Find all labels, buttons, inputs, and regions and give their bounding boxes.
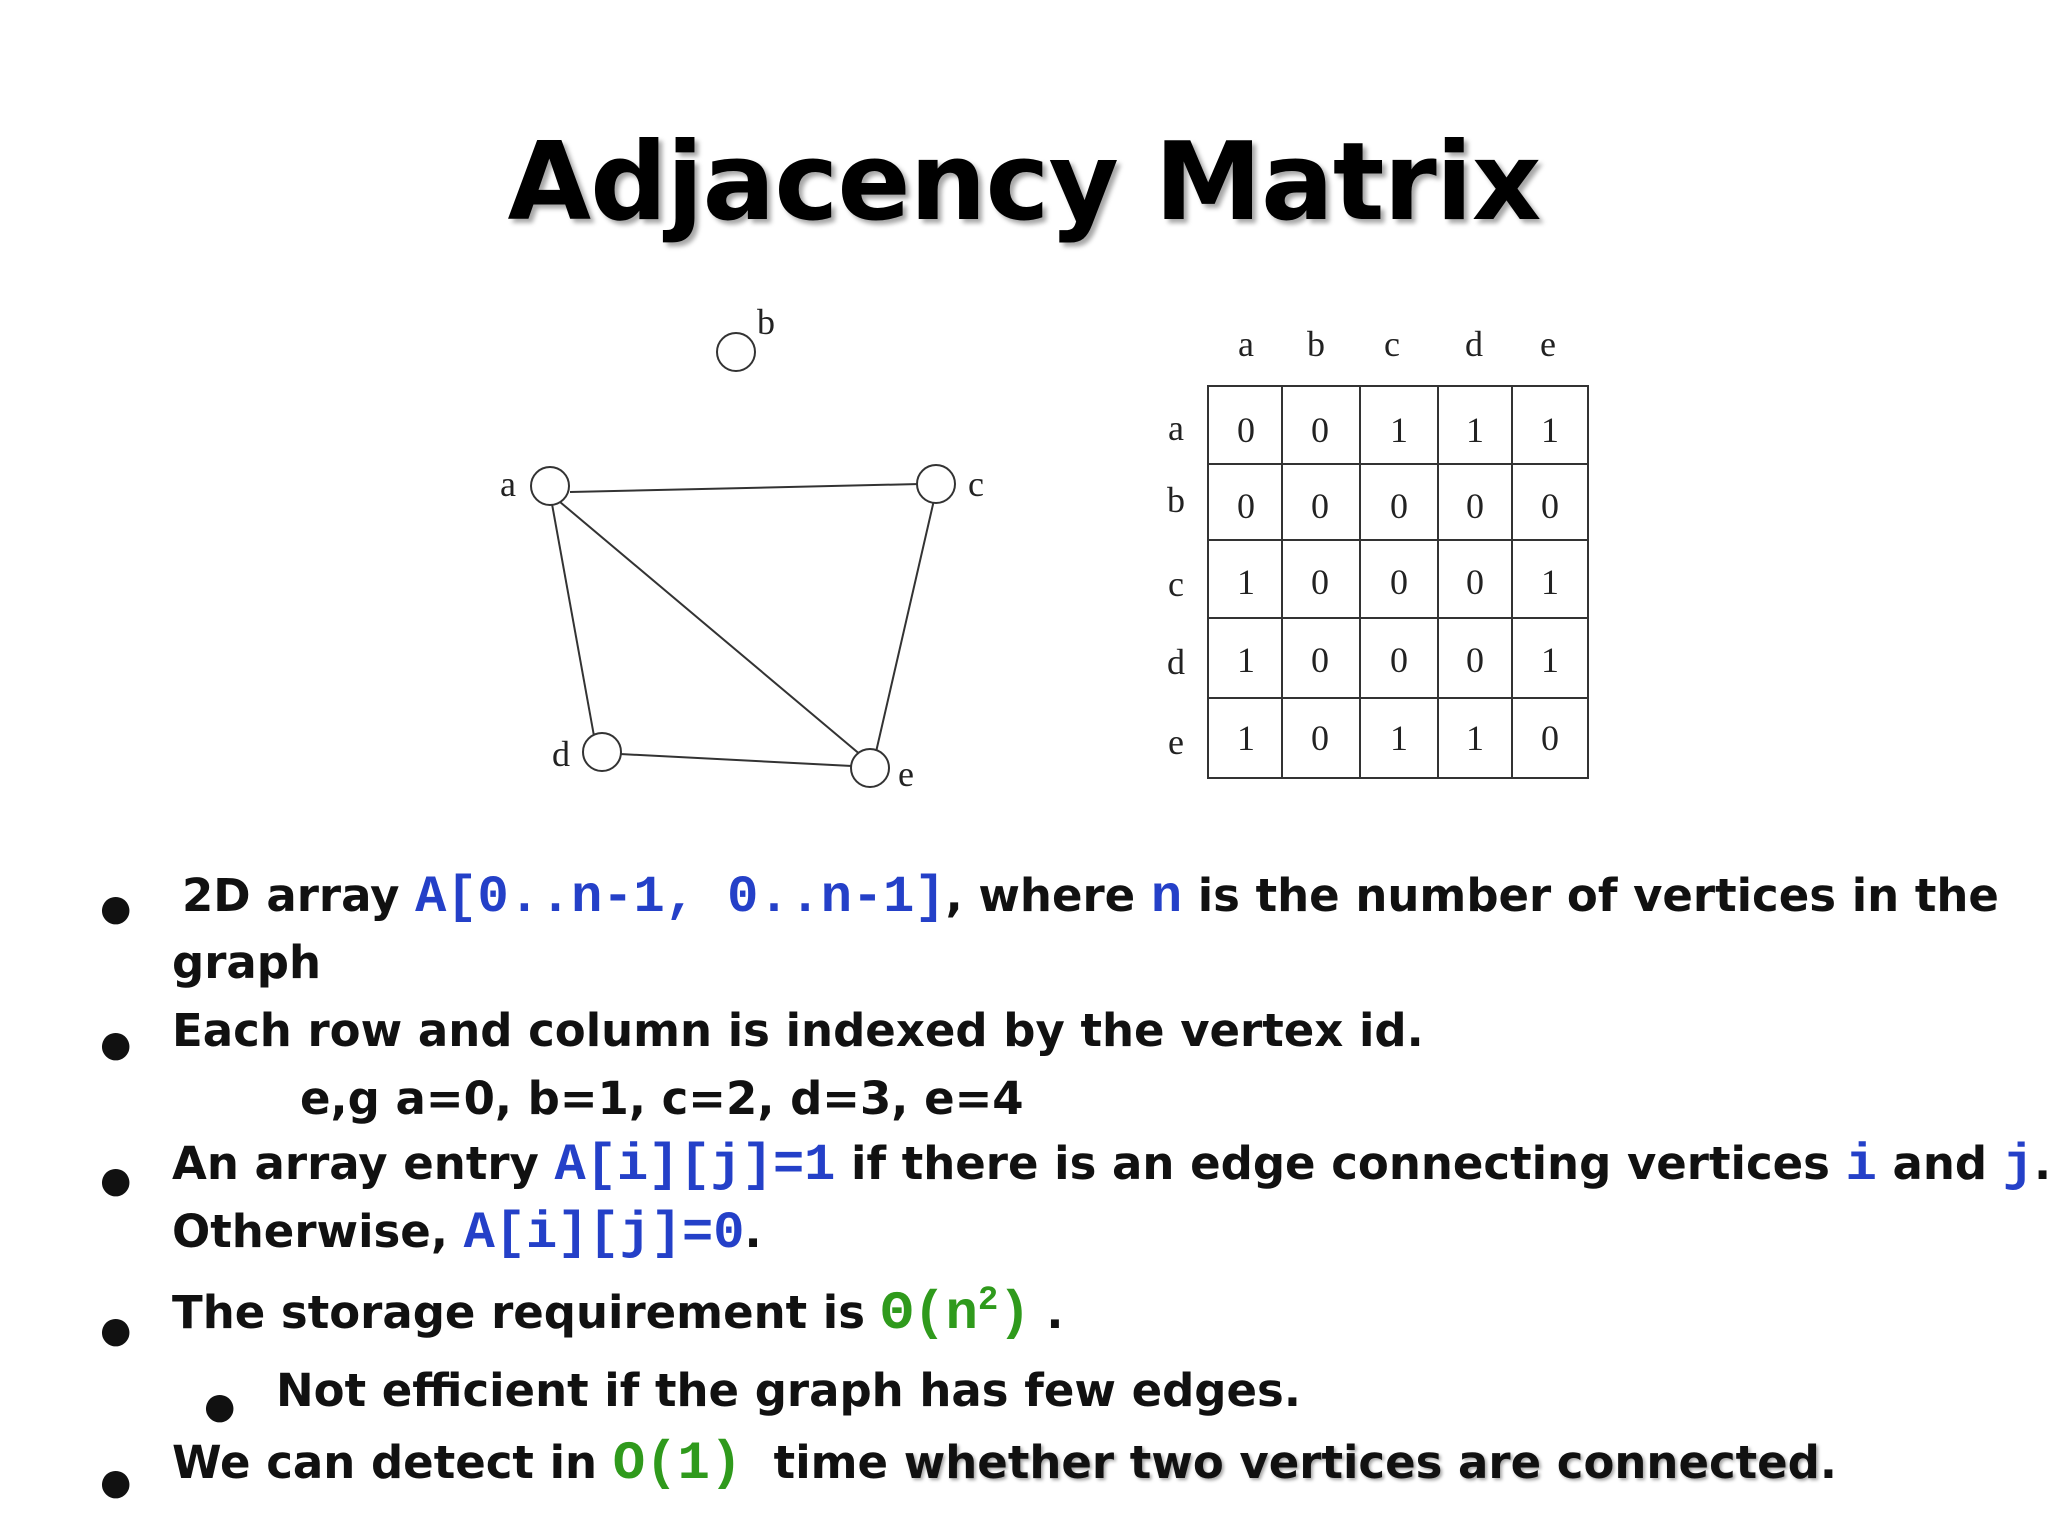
theta-close: ) — [998, 1284, 1031, 1345]
slide-title: Adjacency Matrix — [507, 120, 1541, 245]
vertex-b — [717, 333, 755, 371]
bullet-3-text: if there is an edge connecting vertices — [835, 1137, 1846, 1190]
vertex-label-d: d — [552, 734, 570, 774]
edge-d-e — [620, 754, 852, 766]
entry-one-code: A[i][j]=1 — [554, 1136, 836, 1195]
bullet-3-text: An array entry — [172, 1137, 555, 1190]
matrix-cell: 1 — [1237, 718, 1255, 758]
matrix-cell: 0 — [1311, 486, 1329, 526]
bullet-2-example: e,g a=0, b=1, c=2, d=3, e=4 — [300, 1072, 1024, 1125]
bullet-2: Each row and column is indexed by the vertex id. — [172, 1004, 1424, 1057]
vertex-a — [531, 467, 569, 505]
bullet-4-text: . — [1030, 1286, 1064, 1339]
row-header: b — [1167, 480, 1185, 520]
col-header: c — [1384, 324, 1400, 364]
matrix-cell: 0 — [1237, 486, 1255, 526]
vertex-d — [583, 733, 621, 771]
exponent: 2 — [977, 1282, 999, 1320]
edge-a-c — [570, 484, 920, 492]
matrix-cell: 0 — [1311, 562, 1329, 602]
matrix-col-headers — [1238, 324, 1556, 364]
bullet-1-text: is the number of vertices in the — [1182, 869, 1999, 922]
col-header: b — [1307, 324, 1325, 364]
col-header: a — [1238, 324, 1254, 364]
entry-zero-code: A[i][j]=0 — [463, 1204, 745, 1263]
matrix-cell: 0 — [1311, 640, 1329, 680]
matrix-row-headers — [1167, 408, 1185, 762]
row-header: a — [1168, 408, 1184, 448]
bullet-1 — [182, 868, 1999, 927]
edge-a-e — [560, 502, 862, 756]
matrix-cell: 0 — [1541, 486, 1559, 526]
row-header: e — [1168, 722, 1184, 762]
vertex-c — [917, 465, 955, 503]
bullet-dot: ● — [100, 888, 132, 929]
matrix-cell: 1 — [1390, 718, 1408, 758]
bullet-5 — [172, 1434, 1837, 1495]
bullet-3-line-2 — [172, 1204, 762, 1263]
j-code: j — [2002, 1136, 2034, 1195]
bullet-dot: ● — [100, 1462, 132, 1503]
matrix-cell: 0 — [1311, 718, 1329, 758]
matrix-cell: 1 — [1541, 562, 1559, 602]
matrix-cell: 0 — [1390, 486, 1408, 526]
matrix-cell: 1 — [1237, 562, 1255, 602]
sub-bullet-dot: ● — [204, 1386, 236, 1427]
array-declaration-code: A[0..n-1, 0..n-1] — [415, 868, 946, 927]
bullet-4-text: The storage requirement is — [172, 1286, 881, 1339]
vertex-label-b: b — [757, 302, 775, 342]
bullet-3-text: and — [1876, 1137, 2003, 1190]
bullet-1-text: , where — [945, 869, 1151, 922]
bullet-3-text: . — [2033, 1137, 2051, 1190]
matrix-cell: 0 — [1390, 562, 1408, 602]
matrix-cell: 0 — [1541, 718, 1559, 758]
row-header: d — [1167, 642, 1185, 682]
bullet-5-text: We can detect in — [172, 1436, 613, 1489]
matrix-cell: 0 — [1466, 562, 1484, 602]
bullet-5-text: . — [1819, 1436, 1838, 1489]
row-header: c — [1168, 564, 1184, 604]
bullet-1-text: 2D array — [182, 869, 416, 922]
col-header: d — [1465, 324, 1483, 364]
graph-edges — [552, 484, 934, 766]
matrix-cell: 0 — [1390, 640, 1408, 680]
n-code: n — [1150, 868, 1183, 927]
bullet-4 — [172, 1282, 1063, 1345]
matrix-cells — [1237, 410, 1559, 758]
bullet-dot: ● — [100, 1310, 132, 1351]
vertex-label-e: e — [898, 754, 914, 794]
vertex-label-a: a — [500, 464, 516, 504]
big-o-one: O(1) — [612, 1434, 743, 1495]
bullet-3-text: Otherwise, — [172, 1205, 464, 1258]
i-code: i — [1845, 1136, 1877, 1195]
bullet-dot: ● — [100, 1160, 132, 1201]
matrix-cell: 1 — [1466, 718, 1484, 758]
matrix-cell: 1 — [1466, 410, 1484, 450]
matrix-cell: 1 — [1390, 410, 1408, 450]
bullet-4-sub: Not efficient if the graph has few edges. — [276, 1364, 1301, 1417]
bullet-1-continuation: graph — [172, 936, 322, 989]
matrix-cell: 1 — [1541, 640, 1559, 680]
matrix-cell: 0 — [1466, 640, 1484, 680]
bullet-3 — [172, 1136, 2051, 1195]
matrix-cell: 1 — [1541, 410, 1559, 450]
bullet-5-text: time — [742, 1436, 904, 1489]
vertex-label-c: c — [968, 464, 984, 504]
edge-a-d — [552, 504, 594, 736]
vertex-e — [851, 749, 889, 787]
theta-n-squared — [881, 1284, 1031, 1345]
col-header: e — [1540, 324, 1556, 364]
matrix-cell: 0 — [1311, 410, 1329, 450]
theta-text: Θ(n — [880, 1284, 978, 1345]
matrix-cell: 1 — [1237, 640, 1255, 680]
emphasized-text: whether two vertices are connected — [903, 1436, 1820, 1489]
bullet-dot: ● — [100, 1024, 132, 1065]
edge-c-e — [876, 500, 934, 752]
matrix-cell: 0 — [1466, 486, 1484, 526]
bullet-3-text: . — [744, 1205, 762, 1258]
matrix-cell: 0 — [1237, 410, 1255, 450]
